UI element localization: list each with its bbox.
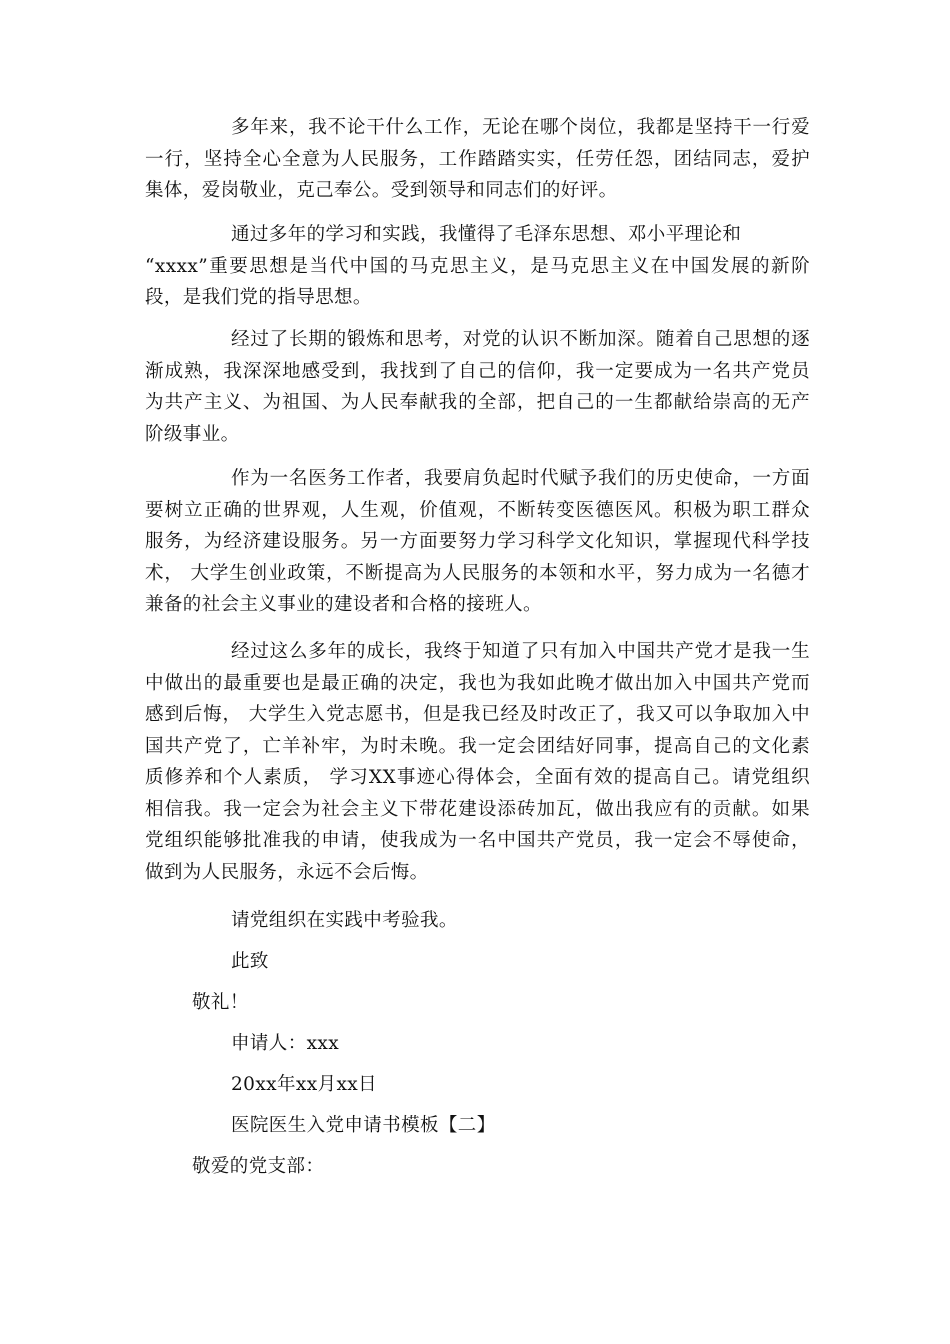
body-paragraph-2 xyxy=(145,219,810,314)
body-paragraph-3 xyxy=(145,324,810,450)
body-paragraph-4 xyxy=(145,463,810,621)
paragraph-line: 段，是我们党的指导思想。 xyxy=(145,287,372,308)
paragraph-line: 阶级事业。 xyxy=(145,423,240,445)
paragraph-line: 集体，爱岗敬业，克己奉公。受到领导和同志们的好评。 xyxy=(145,180,618,201)
paragraph-line: 要树立正确的世界观，人生观，价值观，不断转变医德医风。积极为职工群众 xyxy=(145,499,810,521)
paragraph-line: 经过这么多年的成长，我终于知道了只有加入中国共产党才是我一生 xyxy=(231,641,810,662)
paragraph-line: 服务，为经济建设服务。另一方面要努力学习科学文化知识，掌握现代科学技 xyxy=(145,531,810,552)
paragraph-line: 渐成熟，我深深地感受到，我找到了自己的信仰，我一定要成为一名共产党员 xyxy=(145,360,810,382)
paragraph-line: 中做出的最重要也是最正确的决定，我也为我如此晚才做出加入中国共产党而 xyxy=(145,672,810,694)
paragraph-line: 经过了长期的锻炼和思考，对党的认识不断加深。随着自己思想的逐 xyxy=(231,329,810,350)
paragraph-line: 做到为人民服务，永远不会后悔。 xyxy=(145,861,429,883)
paragraph-line: 质修养和个人素质， 学习XX事迹心得体会，全面有效的提高自己。请党组织 xyxy=(145,767,810,788)
paragraph-line: 相信我。我一定会为社会主义下带花建设添砖加瓦，做出我应有的贡献。如果 xyxy=(145,798,810,820)
application-date: 20xx年xx月xx日 xyxy=(231,1074,378,1095)
paragraph-line: 一行，坚持全心全意为人民服务，工作踏踏实实，任劳任怨，团结同志，爱护 xyxy=(145,148,810,170)
salutation-respectfully: 此致 xyxy=(231,951,269,972)
paragraph-line: 兼备的社会主义事业的建设者和合格的接班人。 xyxy=(145,594,542,615)
paragraph-line: 为共产主义、为祖国、为人民奉献我的全部，把自己的一生都献给崇高的无产 xyxy=(145,392,810,413)
paragraph-line: 国共产党了，亡羊补牢，为时未晚。我一定会团结好同事，提高自己的文化素 xyxy=(145,735,810,757)
paragraph-line: 多年来，我不论干什么工作，无论在哪个岗位，我都是坚持干一行爱 xyxy=(231,117,810,138)
paragraph-line: 感到后悔， 大学生入党志愿书，但是我已经及时改正了，我又可以争取加入中 xyxy=(145,704,810,725)
paragraph-line: 通过多年的学习和实践，我懂得了毛泽东思想、邓小平理论和 xyxy=(231,224,742,245)
next-section-title: 医院医生入党申请书模板【二】 xyxy=(231,1115,496,1136)
body-paragraph-5 xyxy=(145,636,810,888)
paragraph-line: 作为一名医务工作者，我要肩负起时代赋予我们的历史使命，一方面 xyxy=(231,468,810,489)
next-section-greeting: 敬爱的党支部： xyxy=(192,1156,325,1177)
paragraph-line: 术， 大学生创业政策，不断提高为人民服务的本领和水平，努力成为一名德才 xyxy=(145,562,810,584)
paragraph-line: “xxxx”重要思想是当代中国的马克思主义，是马克思主义在中国发展的新阶 xyxy=(145,255,810,277)
salutation-salute: 敬礼！ xyxy=(192,992,249,1013)
closing-request: 请党组织在实践中考验我。 xyxy=(231,910,458,931)
paragraph-line: 党组织能够批准我的申请，使我成为一名中国共产党员，我一定会不辱使命， xyxy=(145,830,810,851)
applicant-signature: 申请人：xxx xyxy=(231,1033,340,1054)
body-paragraph-1 xyxy=(145,112,810,207)
